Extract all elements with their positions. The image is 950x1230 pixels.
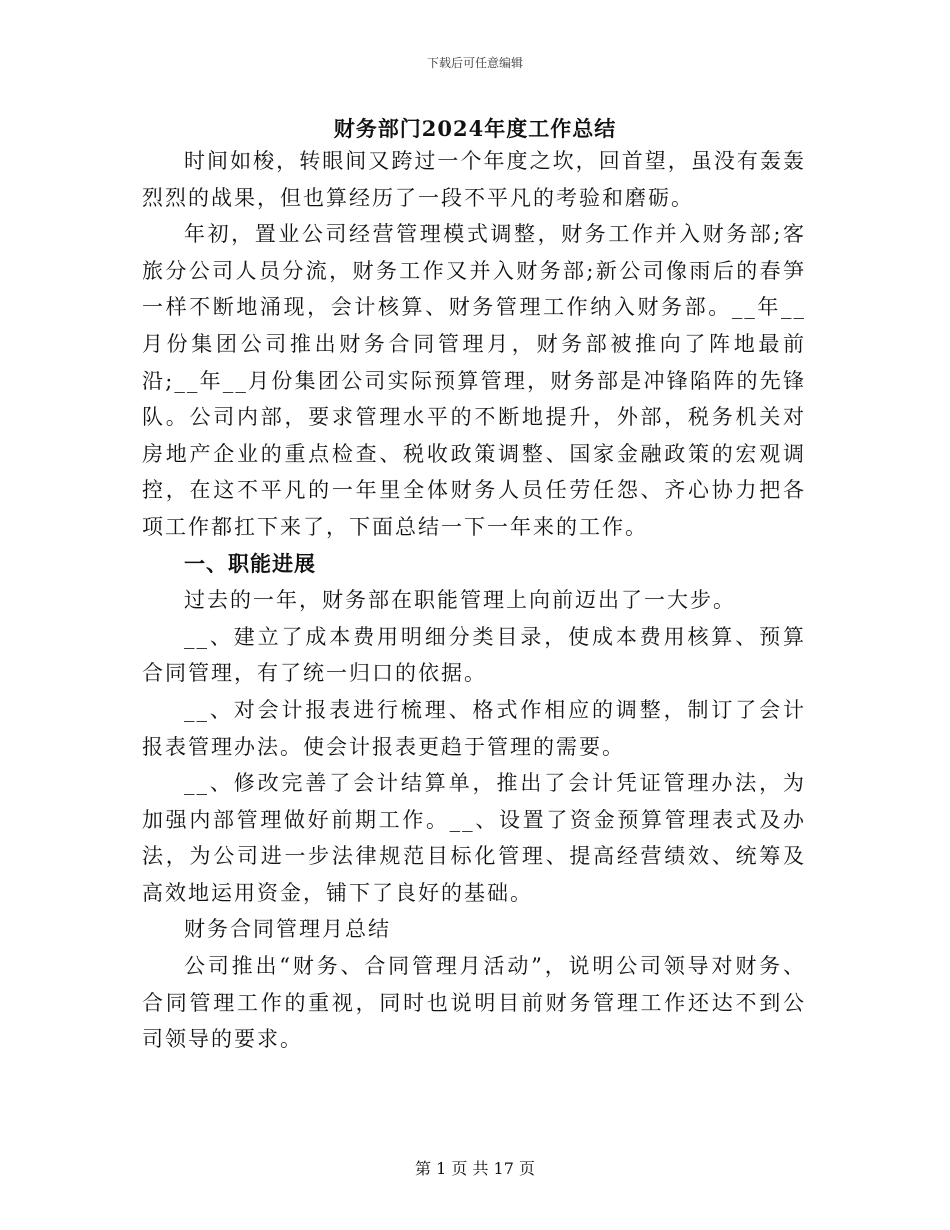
paragraph-intro: 时间如梭，转眼间又跨过一个年度之坎，回首望，虽没有轰轰烈烈的战果，但也算经历了一段不平凡的考验和磨砺。 [142,149,806,210]
page-number: 第 1 页 共 17 页 [415,1159,535,1178]
paragraph-item-cost-catalog: __、建立了成本费用明细分类目录，使成本费用核算、预算合同管理，有了统一归口的依据。 [142,624,806,686]
paragraph-progress: 过去的一年，财务部在职能管理上向前迈出了一大步。 [184,588,736,613]
paragraph-item-vouchers: __、修改完善了会计结算单，推出了会计凭证管理办法，为加强内部管理做好前期工作。__、设置了资金预算管理表式及办法，为公司进一步法律规范目标化管理、提高经营绩效、统筹及高效地运用资金，铺下了良好的基础。 [142,771,806,905]
paragraph-item-reports: __、对会计报表进行梳理、格式作相应的调整，制订了会计报表管理办法。使会计报表更趋于管理的需要。 [142,697,806,759]
subheading-contract-month: 财务合同管理月总结 [184,917,391,942]
header-note: 下载后可任意编辑 [426,56,523,70]
document-body [142,143,806,1058]
paragraph-contract-month: 公司推出“财务、合同管理月活动”，说明公司领导对财务、合同管理工作的重视，同时也说明目前财务管理工作还达不到公司领导的要求。 [142,954,806,1052]
section-heading-functions: 一、职能进展 [184,550,316,576]
document-title: 财务部门2024年度工作总结 [333,116,617,141]
paragraph-background: 年初，置业公司经营管理模式调整，财务工作并入财务部;客旅分公司人员分流，财务工作又并入财务部;新公司像雨后的春笋一样不断地涌现，会计核算、财务管理工作纳入财务部。__年__月份集团公司推出财务合同管理月，财务部被推向了阵地最前沿;__年__月份集团公司实际预算管理，财务部是冲锋陷阵的先锋队。公司内部，要求管理水平的不断地提升，外部，税务机关对房地产企业的重点检查、税收政策调整、国家金融政策的宏观调控，在这不平凡的一年里全体财务人员任劳任怨、齐心协力把各项工作都扛下来了，下面总结一下一年来的工作。 [142,222,806,539]
